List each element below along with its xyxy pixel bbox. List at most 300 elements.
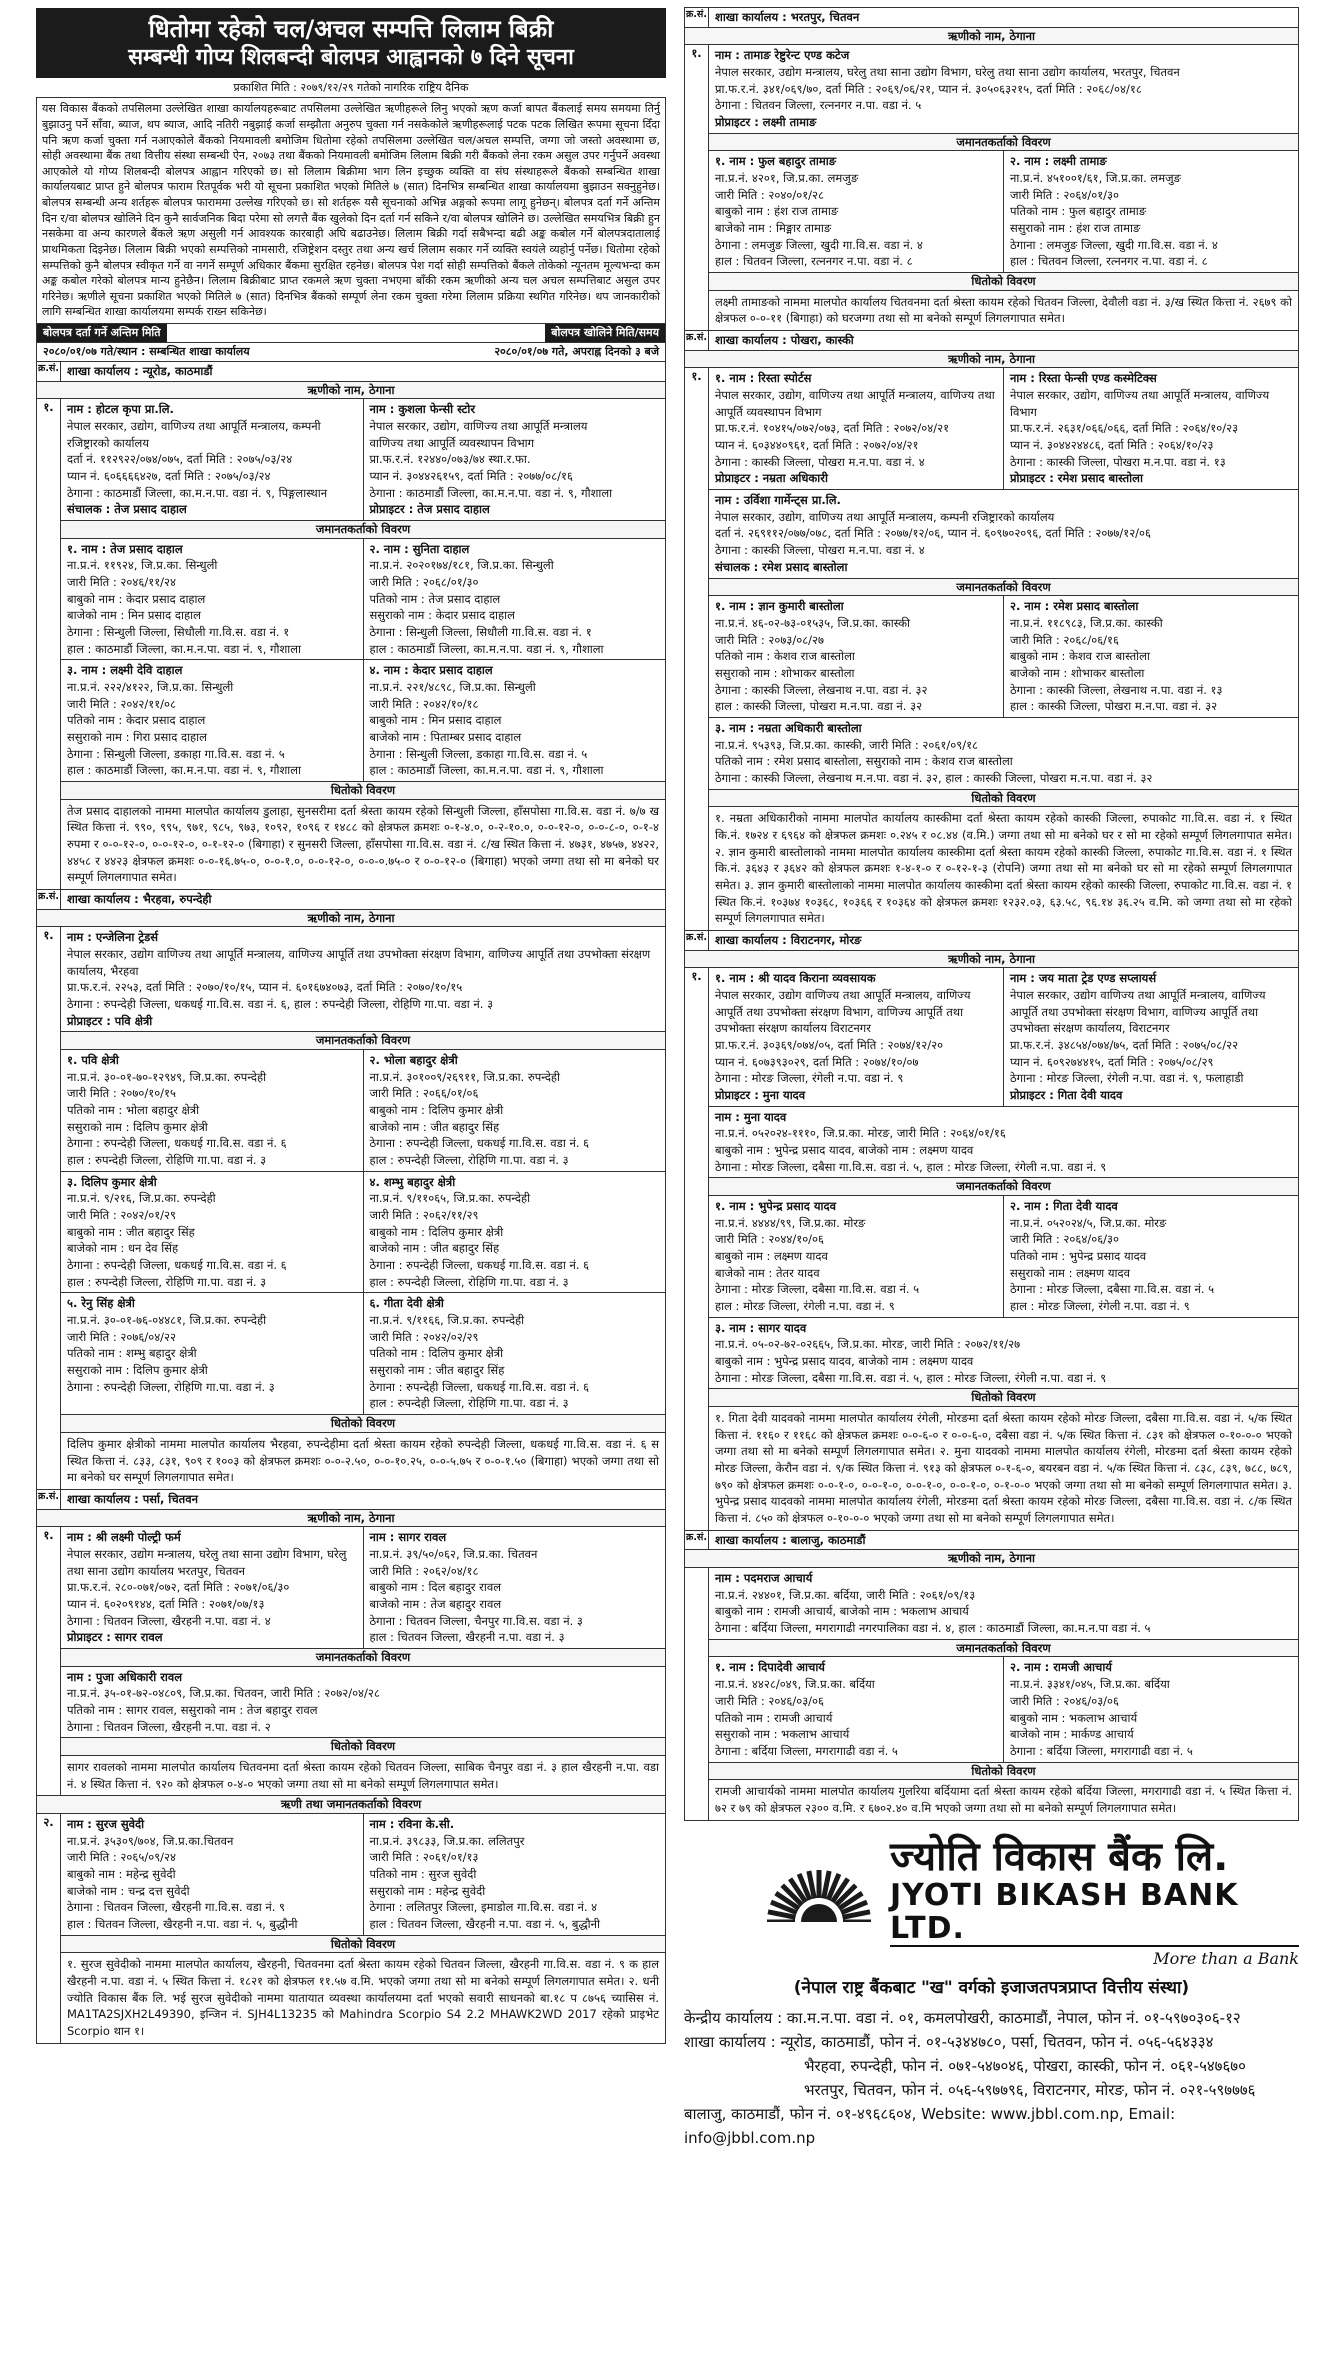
person-cell — [61, 1172, 364, 1294]
person-detail: ना.प्र.नं. ३०-०१-७०-१२९४९, जि.प्र.का. रुपन्देही — [67, 1069, 267, 1084]
person-detail: हाल : कास्की जिल्ला, पोखरा म.न.पा. वडा नं. ३२ — [1010, 699, 1218, 714]
person-detail: बाबुको नाम : जीत बहादुर सिंह — [67, 1224, 195, 1239]
person-detail: ना.प्र.नं. ९५३९३, जि.प्र.का. कास्की, जारी मिति : २०६१/०९/१८ — [715, 737, 979, 752]
borrower-grid — [61, 1814, 665, 1936]
person-detail: ठेगाना : कास्की जिल्ला, लेखनाथ न.पा. वडा नं. १३ — [1010, 682, 1223, 697]
person-detail: ठेगाना : बर्दिया जिल्ला, मगरागाढी वडा नं. ५ — [715, 1743, 898, 1758]
person-detail: नेपाल सरकार, उद्योग, वाणिज्य तथा आपूर्ति मन्त्रालय, वाणिज्य तथा आपूर्ति व्यवस्थापन विभाग — [715, 388, 995, 419]
person-detail: ठेगाना : रुपन्देही जिल्ला, रोहिणि गा.पा. वडा नं. ३ — [67, 1379, 275, 1394]
banner-title-line2: सम्बन्धी गोप्य शिलबन्दी बोलपत्र आह्वानको ७ दिने सूचना — [128, 45, 574, 70]
branch-header — [685, 8, 1298, 28]
person-cell — [364, 1050, 666, 1172]
person-detail: प्यान नं. ६०९२७४४१५, दर्ता मिति : २०७५/०८/२९ — [1010, 1054, 1214, 1069]
person-detail: ना.प्र.नं. ३५-०१-७२-०४८०९, जि.प्र.का. चितवन, जारी मिति : २०७२/०४/२८ — [67, 1686, 380, 1701]
borrower-bar: ऋणीको नाम, ठेगाना — [685, 1550, 1298, 1568]
branch-title: शाखा कार्यालय : भैरहवा, रुपन्देही — [67, 892, 212, 906]
person-name: ५. रेनु सिंह क्षेत्री — [67, 1296, 135, 1311]
person-cell — [61, 1814, 364, 1936]
person-cell — [364, 660, 666, 782]
publication-info: प्रकाशित मिति : २०७९/१२/२९ गतेको नागरिक राष्ट्रिय दैनिक — [233, 80, 469, 94]
branch-header — [37, 890, 665, 910]
person-detail: प्रा.फ.र.नं. २२५३, दर्ता मिति : २०७०/१०/१५, प्यान नं. ६०१६७४०७३, दर्ता मिति : २०७०/१०/१५ — [67, 980, 463, 995]
office-line: शाखा कार्यालय : न्यूरोड, काठमाडौं, फोन नं. ०१-५३४४७८०, पर्सा, चितवन, फोन नं. ०५६-५६४३३४ — [684, 2033, 1214, 2052]
person-detail: ससुराको नाम : केदार प्रसाद दाहाल — [369, 608, 515, 623]
person-detail: ना.प्र.नं. ३९/५०/०६२, जि.प्र.का. चितवन — [369, 1546, 538, 1561]
borrower-bar: ऋणीको नाम, ठेगाना — [685, 28, 1298, 46]
serial-number — [685, 1568, 709, 1819]
sn-column-label: क्र.सं. — [685, 331, 709, 350]
borrower-grid — [709, 1568, 1298, 1640]
person-cell — [61, 1667, 665, 1739]
borrower-row — [685, 1568, 1298, 1819]
collateral-bar: धितोको विवरण — [709, 1389, 1298, 1407]
branch-section — [684, 930, 1299, 1531]
person-name: नाम : पदमराज आचार्य — [715, 1571, 813, 1586]
person-detail: हाल : काठमाडौं जिल्ला, का.म.न.पा. वडा नं. ९, गौशाला — [369, 641, 604, 656]
person-name: ४. नाम : केदार प्रसाद दाहाल — [369, 663, 493, 678]
branch-header — [685, 331, 1298, 351]
person-detail: ना.प्र.नं. ३९८३३, जि.प्र.का. ललितपुर — [369, 1833, 525, 1848]
person-detail: हाल : चितवन जिल्ला, रत्ननगर न.पा. वडा नं. ८ — [715, 254, 913, 269]
person-detail: बाजेको नाम : तेज बहादुर रावल — [369, 1596, 502, 1611]
person-detail: ठेगाना : चितवन जिल्ला, खैरहनी न.पा. वडा नं. २ — [67, 1719, 271, 1734]
person-detail: ना.प्र.नं. ३३४१/०४५, जि.प्र.का. बर्दिया — [1010, 1677, 1170, 1692]
person-detail: ना.प्र.नं. ४६-०२-७३-०१५३५, जि.प्र.का. कास्की — [715, 615, 911, 630]
branch-section — [36, 1795, 666, 2043]
deadline-label: बोलपत्र दर्ता गर्ने अन्तिम मिति — [37, 324, 167, 342]
person-detail: बाबुको नाम : दिलिप कुमार क्षेत्री — [369, 1224, 504, 1239]
person-detail: प्यान नं. ६०६६६६४२७, दर्ता मिति : २०७५/०३/२४ — [67, 468, 271, 483]
collateral-bar: धितोको विवरण — [709, 790, 1298, 808]
borrower-bar: ऋणीको नाम, ठेगाना — [37, 1510, 665, 1528]
person-cell — [1004, 368, 1298, 490]
person-name: २. नाम : गिता देवी यादव — [1010, 1199, 1118, 1214]
serial-number: १. — [685, 368, 709, 930]
person-name: नाम : एन्जेलिना ट्रेडर्स — [67, 930, 159, 945]
person-detail: प्रा.फ.र.नं. ३०३६९/०७४/०५, दर्ता मिति : २०७४/१२/२० — [715, 1037, 944, 1052]
person-detail: ठेगाना : लमजुङ जिल्ला, खुदी गा.वि.स. वडा नं. ४ — [715, 237, 923, 252]
person-detail: बाजेको नाम : शोभाकर बास्तोला — [1010, 665, 1145, 680]
person-detail: हाल : काठमाडौं जिल्ला, का.म.न.पा. वडा नं. ९, गौशाला — [67, 763, 302, 778]
person-detail: बाबुको नाम : भकलाभ आचार्य — [1010, 1710, 1138, 1725]
office-line: भरतपुर, चितवन, फोन नं. ०५६-५९७७९६, विराटनगर, मोरङ, फोन नं. ०२१-५९७७७६ — [804, 2081, 1256, 2100]
person-detail: प्यान नं. ३०४४२६१५९, दर्ता मिति : २०७७/०८/१६ — [369, 468, 573, 483]
person-detail: बाजेको नाम : धन देव सिंह — [67, 1241, 179, 1256]
collateral-description: तेज प्रसाद दाहालको नाममा मालपोत कार्यालय डुलाहा, सुनसरीमा दर्ता श्रेस्ता कायम रहेको सिन्धुली जिल्ला, हाँसपोसा गा.वि.स. वडा नं. ७/७ ख स्थित कित्ता नं. ९९०, ९९५, ९७१, ९८५, ९७३, १०९२, १०९६ र १४८८ को क्षेत्रफल क्रमशः ०-१-४.०, ०-२-१०.०, ०-०-१२-०, ०-०-८-०, ०-१-४ रुपमा र ०-०-१२-०, ०-०-१२-०, ०-१-१२-० (बिगाहा) र सुनसरी जिल्ला, हाँसपोसा गा.वि.स. वडा नं. ८/ख स्थित कित्ता नं. ४७३१, ४७५७, ४४२२, ४४५८ र ४४२३ क्षेत्रफल क्रमशः ०-०-१६.७५-०, ०-०-१.०, ०-०-१२-०, ०-०-०.७५-० र ०-०-१२-० (बिगाहा) भएको जग्गा तथा सो मा बनेको घर सम्पूर्ण लिगलगापात समेत। — [67, 803, 659, 885]
collateral-description: दिलिप कुमार क्षेत्रीको नाममा मालपोत कार्यालय भैरहवा, रुपन्देहीमा दर्ता श्रेस्ता कायम रहेको रुपन्देही जिल्ला, धकधई गा.वि.स. वडा नं. ६ स स्थित कित्ता नं. ८३३, ८३१, ९०९ र १००३ को क्षेत्रफल क्रमशः ०-०-२.५०, ०-०-१०.२५, ०-०-५.७५ र ०-०-१.५० (बिगाहा) भएको जग्गा तथा सो मा बनेको घर सम्पूर्ण लिगलगापात समेत। — [67, 1436, 659, 1485]
person-detail: पतिको नाम : रामजी आचार्य — [715, 1710, 833, 1725]
person-detail: पतिको नाम : सुरज सुवेदी — [369, 1866, 477, 1881]
person-detail: ठेगाना : कास्की जिल्ला, लेखनाथ न.पा. वडा नं. ३२ — [715, 682, 928, 697]
person-grid — [61, 1667, 665, 1739]
person-detail: ठेगाना : मोरङ जिल्ला, दबैसा गा.वि.स. वडा नं. ५ — [715, 1282, 920, 1297]
branch-title: शाखा कार्यालय : विराटनगर, मोरङ — [715, 932, 862, 947]
person-detail: ठेगाना : मोरङ जिल्ला, दबैसा गा.वि.स. वडा नं. ५, हाल : मोरङ जिल्ला, रंगेली न.पा. वडा नं. ९ — [715, 1370, 1107, 1385]
person-detail: हाल : मोरङ जिल्ला, रंगेली न.पा. वडा नं. ९ — [715, 1299, 895, 1314]
person-detail: बाबुको नाम : हंश राज तामाङ — [715, 204, 839, 219]
person-detail: बाबुको नाम : केशव राज बास्तोला — [1010, 649, 1150, 664]
person-detail: जारी मिति : २०६२/११/२९ — [369, 1208, 479, 1223]
person-detail: प्यान नं. ६०७३९३०२९, दर्ता मिति : २०७४/१०/०७ — [715, 1054, 919, 1069]
person-detail: पतिको नाम : दिलिप कुमार क्षेत्री — [369, 1346, 504, 1361]
person-detail: पतिको नाम : भोला बहादुर क्षेत्री — [67, 1103, 200, 1118]
proprietor-line: प्रोप्राइटर : गिता देवी यादव — [1010, 1087, 1123, 1102]
person-detail: वाणिज्य तथा आपूर्ति व्यवस्थापन विभाग — [369, 435, 535, 450]
borrower-grid — [61, 927, 665, 1032]
person-detail: हाल : कास्की जिल्ला, पोखरा म.न.पा. वडा नं. ३२ — [715, 699, 923, 714]
branch-section — [36, 1489, 666, 1796]
person-name: २. नाम : लक्ष्मी तामाङ — [1010, 154, 1107, 169]
person-name: १. नाम : ज्ञान कुमारी बास्तोला — [715, 599, 844, 614]
person-detail: पतिको नाम : तेज प्रसाद दाहाल — [369, 591, 501, 606]
branch-section — [36, 361, 666, 890]
collateral-description: सागर रावलको नाममा मालपोत कार्यालय चितवनमा दर्ता श्रेस्ता कायम रहेको चितवन जिल्ला, साबिक चैनपुर वडा नं. ३ हाल खैरहनी न.पा. वडा नं. ४ स्थित कित्ता नं. ९२० को क्षेत्रफल ०-४-० भएको जग्गा तथा सो मा बनेको सम्पूर्ण लिगलगापात समेत। — [67, 1759, 659, 1791]
person-detail: ठेगाना : चितवन जिल्ला, चैनपुर गा.वि.स. वडा नं. ३ — [369, 1613, 583, 1628]
borrower-row — [685, 45, 1298, 330]
person-cell — [61, 927, 665, 1032]
borrower-body — [61, 927, 665, 1489]
person-name: २. नाम : रामजी आचार्य — [1010, 1660, 1112, 1675]
collateral-description: १. गिता देवी यादवको नाममा मालपोत कार्यालय रंगेली, मोरङमा दर्ता श्रेस्ता कायम रहेको मोरङ जिल्ला, दबैसा गा.वि.स. वडा नं. ५/क स्थित कित्ता नं. ११६० र ११६८ को क्षेत्रफल क्रमशः ०-०-६-० र ०-०-६-०, दबैसा वडा नं. ५/क स्थित कित्ता नं. ८३१ को क्षेत्रफल ०-१०-०-० भएको जग्गा तथा सो मा बनेको सम्पूर्ण लिगलगापात समेत। २. मुना यादवको नाममा मालपोत कार्यालय रंगेली, मोरङमा दर्ता श्रेस्ता कायम रहेको मोरङ जिल्ला, केरौन वडा नं. ९/क स्थित कित्ता नं. ९१३ को क्षेत्रफल ०-१-६-०, बयरबन वडा नं. ५/क स्थित कित्ता नं. ८३८, ८३९, ७८८, ७८९, ७९० को क्षेत्रफल क्रमशः ०-०-१-०, ०-०-१-०, ०-०-१-०, ०-०-१-०, ०-१-०-० भएको जग्गा तथा सो मा बनेको सम्पूर्ण लिगलगापात समेत। ३. भुपेन्द्र प्रसाद यादवको नाममा मालपोत कार्यालय रंगेली, मोरङमा दर्ता श्रेस्ता कायम रहेको मोरङ जिल्ला, दबैसा गा.वि.स. वडा नं. ८/क स्थित कित्ता नं. ८५० को क्षेत्रफल ०-१०-०-० भएको जग्गा तथा सो मा बनेको सम्पूर्ण लिगलगापात समेत। — [715, 1411, 1292, 1526]
borrower-bar: ऋणीको नाम, ठेगाना — [37, 910, 665, 928]
notice-banner — [36, 8, 666, 78]
person-detail: हाल : रुपन्देही जिल्ला, रोहिणि गा.पा. वडा नं. ३ — [67, 1274, 267, 1289]
person-detail: ससुराको नाम : दिलिप कुमार क्षेत्री — [67, 1363, 208, 1378]
person-detail: जारी मिति : २०४६/०३/०६ — [715, 1693, 825, 1708]
sn-column-label: क्र.सं. — [685, 1531, 709, 1550]
branch-section — [684, 1530, 1299, 1821]
borrower-bar: ऋणीको नाम, ठेगाना — [685, 951, 1298, 969]
person-detail: जारी मिति : २०४६/११/२४ — [67, 574, 177, 589]
proprietor-line: प्रोप्राइटर : तेज प्रसाद दाहाल — [369, 502, 490, 517]
person-detail: नेपाल सरकार, उद्योग वाणिज्य तथा आपूर्ति मन्त्रालय, वाणिज्य आपूर्ति तथा उपभोक्ता संरक्षण विभाग, वाणिज्य आपूर्ति तथा उपभोक्ता संरक्षण कार्यालय, विराटनगर — [1010, 987, 1266, 1036]
branch-title: शाखा कार्यालय : बालाजु, काठमाडौं — [715, 1532, 866, 1547]
branch-title: शाखा कार्यालय : पर्सा, चितवन — [67, 1491, 198, 1506]
person-detail: हाल : काठमाडौं जिल्ला, का.म.न.पा. वडा नं. ९, गौशाला — [369, 763, 604, 778]
person-cell — [1004, 1657, 1298, 1762]
person-detail: ठेगाना : कास्की जिल्ला, लेखनाथ म.न.पा. वडा नं. ३२, हाल : कास्की जिल्ला, पोखरा म.न.पा. वडा नं. ३२ — [715, 770, 1153, 785]
person-name: १. नाम : फुल बहादुर तामाङ — [715, 154, 837, 169]
person-detail: नेपाल सरकार, उद्योग, वाणिज्य तथा आपूर्ति मन्त्रालय, कम्पनी रजिष्ट्रारको कार्यालय — [67, 418, 321, 450]
person-detail: ठेगाना : कास्की जिल्ला, पोखरा म.न.पा. वडा नं. ४ — [715, 454, 925, 469]
person-detail: ससुराको नाम : लक्ष्मण यादव — [1010, 1265, 1131, 1280]
sn-column-label: क्र.सं. — [37, 1490, 61, 1509]
open-value: २०८०/०१/०७ गते, अपराह्न दिनको ३ बजे — [494, 344, 659, 358]
serial-number: १. — [685, 968, 709, 1530]
person-cell — [61, 539, 364, 661]
person-name: नाम : जय माता ट्रेड एण्ड सप्लायर्स — [1010, 971, 1157, 986]
person-name: नाम : उर्विशा गार्मेन्ट्स प्रा.लि. — [715, 493, 841, 508]
person-cell — [364, 399, 666, 521]
guarantor-bar: जमानतकर्ताको विवरण — [709, 1640, 1298, 1658]
license-statement: (नेपाल राष्ट्र बैंकबाट "ख" वर्गको इजाजतपत्रप्राप्त वित्तीय संस्था) — [793, 1977, 1190, 1998]
person-detail: ना.प्र.नं. २४४०१, जि.प्र.का. बर्दिया, जारी मिति : २०६१/०९/१३ — [715, 1587, 976, 1602]
person-grid — [709, 151, 1298, 273]
sn-column-label: क्र.सं. — [685, 931, 709, 950]
person-detail: बाबुको नाम : भुपेन्द्र प्रसाद यादव, बाजेको नाम : लक्ष्मण यादव — [715, 1143, 974, 1157]
borrower-grid — [709, 1107, 1298, 1179]
person-detail: हाल : रुपन्देही जिल्ला, रोहिणि गा.पा. वडा नं. ३ — [369, 1153, 569, 1168]
person-name: २. भोला बहादुर क्षेत्री — [369, 1053, 458, 1068]
proprietor-line: प्रोप्राइटर : सागर रावल — [67, 1630, 163, 1645]
borrower-body — [61, 399, 665, 889]
proprietor-line: प्रोप्राइटर : पवि क्षेत्री — [67, 1013, 153, 1028]
person-grid — [709, 1196, 1298, 1318]
branch-section — [684, 7, 1299, 331]
person-detail: बाबुको नाम : केदार प्रसाद दाहाल — [67, 591, 206, 606]
person-detail: ठेगाना : काठमाडौं जिल्ला, का.म.न.पा. वडा नं. ९, पिङ्गलास्थान — [67, 485, 328, 500]
person-name: नाम : कुशला फेन्सी स्टोर — [369, 402, 476, 417]
person-detail: ठेगाना : सिन्धुली जिल्ला, सिधौली गा.वि.स. वडा नं. १ — [67, 624, 290, 639]
deadline-value: २०८०/०१/०७ गते/स्थान : सम्बन्धित शाखा कार्यालय — [43, 344, 250, 358]
person-grid — [709, 718, 1298, 790]
branch-section — [36, 889, 666, 1490]
person-name: १. नाम : भुपेन्द्र प्रसाद यादव — [715, 1199, 837, 1214]
person-detail: बाबुको नाम : दिल बहादुर रावल — [369, 1580, 502, 1595]
person-cell — [709, 1318, 1298, 1390]
borrower-grid — [709, 368, 1298, 490]
person-grid — [61, 1050, 665, 1172]
borrower-body — [709, 1568, 1298, 1819]
person-detail: हाल : चितवन जिल्ला, रत्ननगर न.पा. वडा नं. ८ — [1010, 254, 1208, 269]
person-detail: ससुराको नाम : हंश राज तामाङ — [1010, 221, 1141, 236]
person-detail: ठेगाना : चितवन जिल्ला, खैरहनी गा.वि.स. वडा नं. ९ — [67, 1900, 286, 1915]
person-cell — [364, 539, 666, 661]
person-detail: ठेगाना : मोरङ जिल्ला, रंगेली न.पा. वडा नं. ९, फलाहाडी — [1010, 1071, 1244, 1086]
person-detail: नेपाल सरकार, उद्योग वाणिज्य तथा आपूर्ति मन्त्रालय, वाणिज्य आपूर्ति तथा उपभोक्ता संरक्षण विभाग, वाणिज्य आपूर्ति तथा उपभोक्ता संरक्षण कार्यालय, भैरहवा — [67, 947, 651, 978]
person-detail: हाल : रुपन्देही जिल्ला, रोहिणि गा.पा. वडा नं. ३ — [369, 1274, 569, 1289]
person-name: २. नाम : रमेश प्रसाद बास्तोला — [1010, 599, 1139, 614]
office-line: बालाजु, काठमाडौं, फोन नं. ०१-४९६८६०४, Website: www.jbbl.com.np, Email: info@jbbl.com.np — [684, 2105, 1176, 2148]
person-detail: ठेगाना : बर्दिया जिल्ला, मगरागाढी नगरपालिका वडा नं. ४, हाल : काठमाडौं जिल्ला, का.म.न.पा वडा नं. ५ — [715, 1621, 1151, 1636]
person-detail: ना.प्र.नं. ३५३०९/७०४, जि.प्र.का.चितवन — [67, 1833, 234, 1848]
person-name: ३. नाम : सागर यादव — [715, 1320, 807, 1335]
person-detail: ना.प्र.नं. २२२/४१२२, जि.प्र.का. सिन्धुली — [67, 679, 234, 694]
sn-column-label: क्र.सं. — [37, 362, 61, 381]
person-cell — [709, 1568, 1298, 1640]
person-cell — [364, 1527, 666, 1649]
collateral-bar: धितोको विवरण — [61, 782, 665, 800]
proprietor-line: प्रोप्राइटर : रमेश प्रसाद बास्तोला — [1010, 471, 1143, 486]
person-name: नाम : श्री लक्ष्मी पोल्ट्री फर्म — [67, 1530, 181, 1545]
person-name: ६. गीता देवी क्षेत्री — [369, 1296, 444, 1311]
sn-column-label: क्र.सं. — [37, 890, 61, 909]
person-detail: पतिको नाम : सागर रावल, ससुराको नाम : तेज बहादुर रावल — [67, 1702, 318, 1717]
borrower-bar: ऋणीको नाम, ठेगाना — [685, 351, 1298, 369]
proprietor-line: प्रोप्राइटर : मुना यादव — [715, 1087, 806, 1102]
office-list — [684, 2006, 1299, 2150]
person-detail: जारी मिति : २०६६/०१/०६ — [369, 1086, 479, 1101]
person-name: ३. नाम : नम्रता अधिकारी बास्तोला — [715, 720, 862, 735]
person-detail: ना.प्र.नं. ४४२८/०४९, जि.प्र.का. बर्दिया — [715, 1677, 875, 1692]
person-detail: हाल : रुपन्देही जिल्ला, रोहिणि गा.पा. वडा नं. ३ — [67, 1153, 267, 1168]
person-cell — [61, 1527, 364, 1649]
person-detail: ना.प्र.नं. ३०१००९/२६९११, जि.प्र.का. रुपन्देही — [369, 1069, 561, 1084]
branch-header — [37, 362, 665, 382]
person-detail: जारी मिति : २०६८/०६/१६ — [1010, 632, 1120, 647]
person-detail: प्रा.फ.र.नं. १०४१५/०७२/०७३, दर्ता मिति : २०७२/०४/२१ — [715, 421, 950, 436]
person-detail: ठेगाना : रुपन्देही जिल्ला, धकधई गा.वि.स. वडा नं. ६, हाल : रुपन्देही जिल्ला, रोहिणि गा.पा. वडा नं. ३ — [67, 997, 494, 1012]
person-detail: पतिको नाम : रमेश प्रसाद बास्तोला, ससुराको नाम : केशव राज बास्तोला — [715, 754, 1013, 769]
person-name: नाम : सुरज सुवेदी — [67, 1816, 145, 1831]
deadline-row — [36, 324, 666, 343]
person-detail: ठेगाना : ललितपुर जिल्ला, इमाडोल गा.वि.स. वडा नं. ४ — [369, 1900, 598, 1915]
person-detail: ठेगाना : चितवन जिल्ला, खैरहनी न.पा. वडा नं. ४ — [67, 1613, 271, 1628]
person-name: ३. नाम : लक्ष्मी देवि दाहाल — [67, 663, 183, 678]
serial-number: १. — [37, 1527, 61, 1795]
person-detail: ठेगाना : काठमाडौं जिल्ला, का.म.न.पा. वडा नं. ९, गौशाला — [369, 485, 613, 500]
collateral-description: १. नम्रता अधिकारीको नाममा मालपोत कार्यालय कास्कीमा दर्ता श्रेस्ता कायम रहेको कास्की जिल्ला, रुपाकोट गा.वि.स. वडा नं. १ स्थित कि.नं. १७२४ र ६९६४ को क्षेत्रफल क्रमशः ०.२४५ र ०८.४४ (व.मि.) जग्गा तथा सो मा बनेको घर र सो मा रहेको सम्पूर्ण लिगलगापात समेत। २. ज्ञान कुमारी बास्तोलाको नाममा मालपोत कार्यालय कास्कीमा दर्ता श्रेस्ता कायम रहेको कास्की जिल्ला, रुपाकोट गा.वि.स. वडा नं. १ स्थित कि.नं. ३६४३ र ३६४२ को क्षेत्रफल क्रमशः १-४-१-० र ०-१२-१-३ (रोपनि) जग्गा तथा सो मा बनेको घर सो मा रहेको सम्पूर्ण लिगलगापात समेत। ३. ज्ञान कुमारी बास्तोलाको नाममा मालपोत कार्यालय कास्कीमा दर्ता श्रेस्ता कायम रहेको कास्की जिल्ला, रुपाकोट गा.वि.स. वडा नं. १ स्थित कि.नं. १०३७४ १०३६८, १०३६६ र १०३६४ को क्षेत्रफल क्रमशः १२३२.०३, ६३.५८, ९६.१४ ३६.२५ व.मि. को जग्गा तथा सो मा रहेको सम्पूर्ण लिगलगापात समेत। — [715, 811, 1292, 926]
person-detail: बाजेको नाम : मिङ्मार तामाङ — [715, 221, 832, 236]
person-detail: प्यान नं. ६०३४४०९६१, दर्ता मिति : २०७२/०४/२१ — [715, 438, 919, 453]
person-detail: जारी मिति : २०४२/०१/२९ — [67, 1208, 177, 1223]
branch-title: शाखा कार्यालय : भरतपुर, चितवन — [715, 10, 860, 24]
person-grid — [61, 1172, 665, 1294]
person-name: नाम : रविना के.सी. — [369, 1816, 455, 1831]
borrower-row — [37, 399, 665, 889]
person-detail: ना.प्र.नं. ४४४४/९९, जि.प्र.का. मोरङ — [715, 1215, 866, 1230]
person-detail: ना.प्र.नं. २०२०१७४/१८१, जि.प्र.का. सिन्धुली — [369, 558, 554, 573]
office-line: भैरहवा, रुपन्देही, फोन नं. ०७१-५४७०४६, पोखरा, कास्की, फोन नं. ०६१-५४७६७० — [804, 2057, 1246, 2076]
branch-header — [685, 1531, 1298, 1551]
right-branch-sections — [684, 7, 1299, 1821]
person-detail: ना.प्र.नं. २२१/४८९८, जि.प्र.का. सिन्धुली — [369, 679, 536, 694]
person-detail: पतिको नाम : फुल बहादुर तामाङ — [1010, 204, 1147, 219]
person-detail: जारी मिति : २०४६/०३/०६ — [1010, 1693, 1120, 1708]
person-name: १. नाम : श्री यादव किराना व्यवसायक — [715, 971, 876, 986]
person-detail: जारी मिति : २०४०/०१/२८ — [715, 187, 825, 202]
person-detail: जारी मिति : २०६८/०१/३० — [369, 574, 479, 589]
person-detail: ना.प्र.नं. ९/११०६५, जि.प्र.का. रुपन्देही — [369, 1191, 531, 1206]
person-cell — [61, 1050, 364, 1172]
person-detail: हाल : चितवन जिल्ला, खैरहनी न.पा. वडा नं. ३ — [369, 1630, 565, 1645]
person-detail: बाबुको नाम : दिलिप कुमार क्षेत्री — [369, 1103, 504, 1118]
bank-name-english: JYOTI BIKASH BANK LTD. — [890, 1879, 1299, 1947]
proprietor-line: संचालक : तेज प्रसाद दाहाल — [67, 502, 187, 517]
person-detail: बाजेको नाम : मार्कण्ड आचार्य — [1010, 1727, 1134, 1742]
collateral-description: रामजी आचार्यको नाममा मालपोत कार्यालय गुलरिया बर्दियामा दर्ता श्रेस्ता कायम रहेको बर्दिया जिल्ला, मगरागाढी वडा नं. ५ स्थित कित्ता नं. ७२ र ७९ को क्षेत्रफल २३०० व.मि. र ६७०२.४० व.मि भएको जग्गा तथा सो मा बनेको सम्पूर्ण लिगलगापात समेत। — [715, 1784, 1292, 1815]
person-detail: हाल : चितवन जिल्ला, खैरहनी न.पा. वडा नं. ५, बुद्धौनी — [67, 1916, 298, 1931]
person-name: नाम : पुजा अधिकारी रावल — [67, 1669, 183, 1684]
person-detail: बाजेको नाम : जीत बहादुर सिंह — [369, 1119, 500, 1134]
borrower-body — [709, 968, 1298, 1530]
proprietor-line: संचालक : रमेश प्रसाद बास्तोला — [715, 559, 848, 574]
person-detail: ससुराको नाम : शोभाकर बास्तोला — [715, 665, 855, 680]
branch-title: शाखा कार्यालय : पोखरा, कास्की — [715, 333, 854, 348]
bank-tagline: More than a Bank — [1153, 1948, 1299, 1968]
person-cell — [364, 1814, 666, 1936]
collateral-bar: धितोको विवरण — [61, 1415, 665, 1433]
person-detail: जारी मिति : २०७६/०४/२२ — [67, 1329, 177, 1344]
borrower-bar: ऋणी तथा जमानतकर्ताको विवरण — [37, 1796, 665, 1814]
person-detail: जारी मिति : २०४२/११/०८ — [67, 696, 177, 711]
person-detail: पतिको नाम : केदार प्रसाद दाहाल — [67, 713, 206, 728]
collateral-bar: धितोको विवरण — [709, 1763, 1298, 1781]
person-name: नाम : सागर रावल — [369, 1530, 447, 1545]
person-detail: प्रा.फ.र.नं. २६३१/०६६/०६६, दर्ता मिति : २०६४/१०/२३ — [1010, 421, 1239, 436]
borrower-row — [37, 1814, 665, 2043]
person-cell — [364, 1172, 666, 1294]
person-detail: बाजेको नाम : चन्द्र दत्त सुवेदी — [67, 1883, 190, 1898]
person-detail: हाल : मोरङ जिल्ला, रंगेली न.पा. वडा नं. ९ — [1010, 1299, 1190, 1314]
person-cell — [364, 1293, 666, 1415]
notice-intro: यस विकास बैंकको तपसिलमा उल्लेखित शाखा कार्यालयहरूबाट तपसिलमा उल्लेखित ऋणीहरूले लिनु भएको ऋण कर्जा बापत बैंकलाई समय समयमा तिर्नु बुझाउनु पर्ने साँवा, ब्याज, थप ब्याज, आदि नतिरी नबुझाई कर्जा सम्झौता अनुरुप चुक्ता गर्न नसकेकोले ऋणीहरूलाई पटक पटक लिखित रूपमा सूचना दिँदा पनि ऋण कर्जा चुक्ता गर्न नआएकोले बैंकको नियमावली बमोजिम धितोमा रहेको तपसिलमा उल्लेखित चल/अचल सम्पत्ति, जग्गा जो जस्तो अवस्थामा छ, सोही अवस्थामा बैंक तथा वित्तीय संस्था सम्बन्धी ऐन, २०७३ तथा बैंकको नियमावली बमोजिम लिलाम बिक्री गरी बैंकको लेना रकम असुल उपर गर्नुपर्ने अवस्था आएकोले यो गोप्य शिलबन्दी बोलपत्र आह्वान गरिएको छ। सो लिलाम बिक्रीमा भाग लिन इच्छुक व्यक्ति वा संघ संस्थाहरूले बैंकको सम्बन्धित शाखा कार्यालयबाट प्राप्त हुने बोलपत्र फाराम रितपूर्वक भरी यो सूचना प्रकाशित भएको मितिले ७ (सात) दिनभित्र सम्बन्धित शाखा कार्यालयमा बुझाउन सक्नुहुनेछ। बोलपत्र सम्बन्धी अन्य शर्तहरू बोलपत्र फाराममा उल्लेख गरिएको छ। सो शर्तहरू यसै सूचनाको अभिन्न अङ्गको रूपमा लागू हुनेछन्। बोलपत्र दर्ता गर्ने अन्तिम दिन र/वा बोलपत्र खोलिने दिन कुनै सार्वजनिक बिदा परेमा सो लगत्तै बैंक खुलेको दिन दर्ता गर्न सकिने र/वा बोलपत्र खोलिने छ। उल्लेखित समयभित्र बिक्री हुन नसकेमा वा अन्य कारणले बैंकले ऋण असुली गर्न आवश्यक कारबाही अघि बढाउनेछ। लिलाम बिक्री गर्दा सबैभन्दा बढी अङ्क कबोल गर्ने बोलपत्रदातालाई प्राथमिकता दिइनेछ। लिलाम बिक्री भएको सम्पत्तिको नामसारी, रजिष्ट्रेशन दस्तुर तथा अन्य खर्च लिलाम सकार गर्ने व्यक्ति स्वयंले व्यहोर्नु पर्नेछ। धितोमा रहेको सम्पत्तिको कुनै बोलपत्र स्वीकृत गर्ने वा नगर्ने सम्पूर्ण अधिकार बैंकमा सुरक्षित रहनेछ। बोलपत्र पेश गर्दा सोही सम्पत्तिको बैंकले तोकेको न्यूनतम मूल्यभन्दा कम अङ्क कबोल गरेको बोलपत्र मान्य हुनेछैन। लिलाम बिक्रीबाट प्राप्त रकमले ऋण चुक्ता नभएमा बाँकी रकम ऋणीको अन्य चल अचल सम्पत्तिबाट असुल उपर गरिनेछ। ऋणीले सूचना प्रकाशित भएको मितिले ७ (सात) दिनभित्र बैंकको सम्पूर्ण लेना रकम चुक्ता गरेमा लिलाम प्रक्रिया स्थगित गरिनेछ। थप जानकारीको लागि सम्बन्धित शाखा कार्यालयमा सम्पर्क राख्न सकिनेछ। — [36, 97, 666, 324]
person-grid — [709, 1318, 1298, 1390]
person-detail: नेपाल सरकार, उद्योग, वाणिज्य तथा आपूर्ति मन्त्रालय, कम्पनी रजिष्ट्रारको कार्यालय — [715, 509, 1055, 524]
person-detail: ना.प्र.नं. ४५१००१/६१, जि.प्र.का. लमजुङ — [1010, 171, 1181, 186]
bank-name-nepali: ज्योति विकास बैंक लि. — [890, 1833, 1229, 1880]
person-detail: ठेगाना : कास्की जिल्ला, पोखरा म.न.पा. वडा नं. १३ — [1010, 454, 1226, 469]
person-detail: ना.प्र.नं. ०५२०२४/५, जि.प्र.का. मोरङ — [1010, 1215, 1167, 1230]
borrower-row — [37, 1527, 665, 1795]
person-detail: जारी मिति : २०४२/०२/२९ — [369, 1329, 479, 1344]
person-name: २. नाम : सुनिता दाहाल — [369, 541, 470, 556]
person-detail: ठेगाना : लमजुङ जिल्ला, खुदी गा.वि.स. वडा नं. ४ — [1010, 237, 1218, 252]
person-detail: पतिको नाम : केशव राज बास्तोला — [715, 649, 855, 664]
branch-header — [685, 931, 1298, 951]
person-detail: पतिको नाम : भुपेन्द्र प्रसाद यादव — [1010, 1249, 1147, 1264]
serial-number: १. — [37, 927, 61, 1489]
serial-number: २. — [37, 1814, 61, 2043]
person-name: नाम : होटल कृपा प्रा.लि. — [67, 402, 174, 417]
person-detail: ठेगाना : बर्दिया जिल्ला, मगरागाढी वडा नं. ५ — [1010, 1743, 1193, 1758]
collateral-description: लक्ष्मी तामाङको नाममा मालपोत कार्यालय चितवनमा दर्ता श्रेस्ता कायम रहेको चितवन जिल्ला, देवौली वडा नं. ३/ख स्थित कित्ता नं. २६७९ को क्षेत्रफल ०-०-११ (बिगाहा) को घरजग्गा तथा सो मा बनेको सम्पूर्ण लिगलगापात समेत। — [715, 294, 1292, 326]
borrower-grid — [709, 968, 1298, 1106]
person-detail: बाबुको नाम : लक्ष्मण यादव — [715, 1249, 828, 1264]
serial-number: १. — [37, 399, 61, 889]
person-name: १. पवि क्षेत्री — [67, 1053, 119, 1068]
person-detail: बाबुको नाम : रामजी आचार्य, बाजेको नाम : भकलाभ आचार्य — [715, 1604, 969, 1619]
person-detail: ना.प्र.नं. ९/११६६, जि.प्र.का. रुपन्देही — [369, 1313, 525, 1328]
person-cell — [709, 1107, 1298, 1179]
person-detail: प्रा.फ.र.नं. २८०-०७१/०७२, दर्ता मिति : २०७१/०६/३० — [67, 1580, 290, 1595]
person-cell — [709, 45, 1298, 133]
person-detail: ठेगाना : मोरङ जिल्ला, दबैसा गा.वि.स. वडा नं. ५, हाल : मोरङ जिल्ला, रंगेली न.पा. वडा नं. ९ — [715, 1159, 1107, 1174]
person-detail: बाबुको नाम : भुपेन्द्र प्रसाद यादव, बाजेको नाम : लक्ष्मण यादव — [715, 1354, 974, 1369]
borrower-row — [685, 368, 1298, 930]
person-grid — [61, 1293, 665, 1415]
branch-title: शाखा कार्यालय : न्यूरोड, काठमाडौं — [67, 363, 213, 378]
person-detail: जारी मिति : २०६५/०९/२४ — [67, 1850, 177, 1865]
borrower-grid — [709, 490, 1298, 578]
borrower-body — [709, 368, 1298, 930]
person-detail: ठेगाना : सिन्धुली जिल्ला, डकाहा गा.वि.स. वडा नं. ५ — [67, 746, 285, 761]
person-cell — [709, 596, 1004, 718]
person-cell — [61, 1293, 364, 1415]
guarantor-bar: जमानतकर्ताको विवरण — [61, 521, 665, 539]
person-detail: ना.प्र.नं. ०५२०२४-१११०, जि.प्र.का. मोरङ, जारी मिति : २०६४/०१/१६ — [715, 1126, 1006, 1141]
person-cell — [709, 718, 1298, 790]
office-line: केन्द्रीय कार्यालय : का.म.न.पा. वडा नं. ०१, कमलपोखरी, काठमाडौं, नेपाल, फोन नं. ०१-५९७०३०६-१२ — [684, 2009, 1241, 2028]
collateral-bar: धितोको विवरण — [709, 273, 1298, 291]
guarantor-bar: जमानतकर्ताको विवरण — [61, 1032, 665, 1050]
person-detail: ना.प्र.नं. ९/२१६, जि.प्र.का. रुपन्देही — [67, 1191, 216, 1206]
person-cell — [709, 968, 1004, 1106]
person-detail: ससुराको नाम : महेन्द्र सुवेदी — [369, 1883, 486, 1898]
person-detail: जारी मिति : २०६१/०१/१३ — [369, 1850, 479, 1865]
person-cell — [1004, 596, 1298, 718]
person-detail: प्रा.फ.र.नं. १२४४०/०७३/७४ स्था.र.फा. — [369, 452, 531, 467]
person-detail: प्यान नं. ३०४४२४४८६, दर्ता मिति : २०६४/१०/२३ — [1010, 438, 1214, 453]
person-detail: बाजेको नाम : मिन प्रसाद दाहाल — [67, 608, 201, 623]
bank-logo-block — [684, 1835, 1299, 1970]
person-name: १. नाम : तेज प्रसाद दाहाल — [67, 541, 183, 556]
person-detail: जारी मिति : २०७३/०८/२७ — [715, 632, 825, 647]
person-detail: ठेगाना : रुपन्देही जिल्ला, धकधई गा.वि.स. वडा नं. ६ — [369, 1258, 590, 1273]
person-cell — [1004, 1196, 1298, 1318]
collateral-bar: धितोको विवरण — [61, 1936, 665, 1954]
person-detail: ठेगाना : रुपन्देही जिल्ला, धकधई गा.वि.स. वडा नं. ६ — [67, 1258, 287, 1273]
